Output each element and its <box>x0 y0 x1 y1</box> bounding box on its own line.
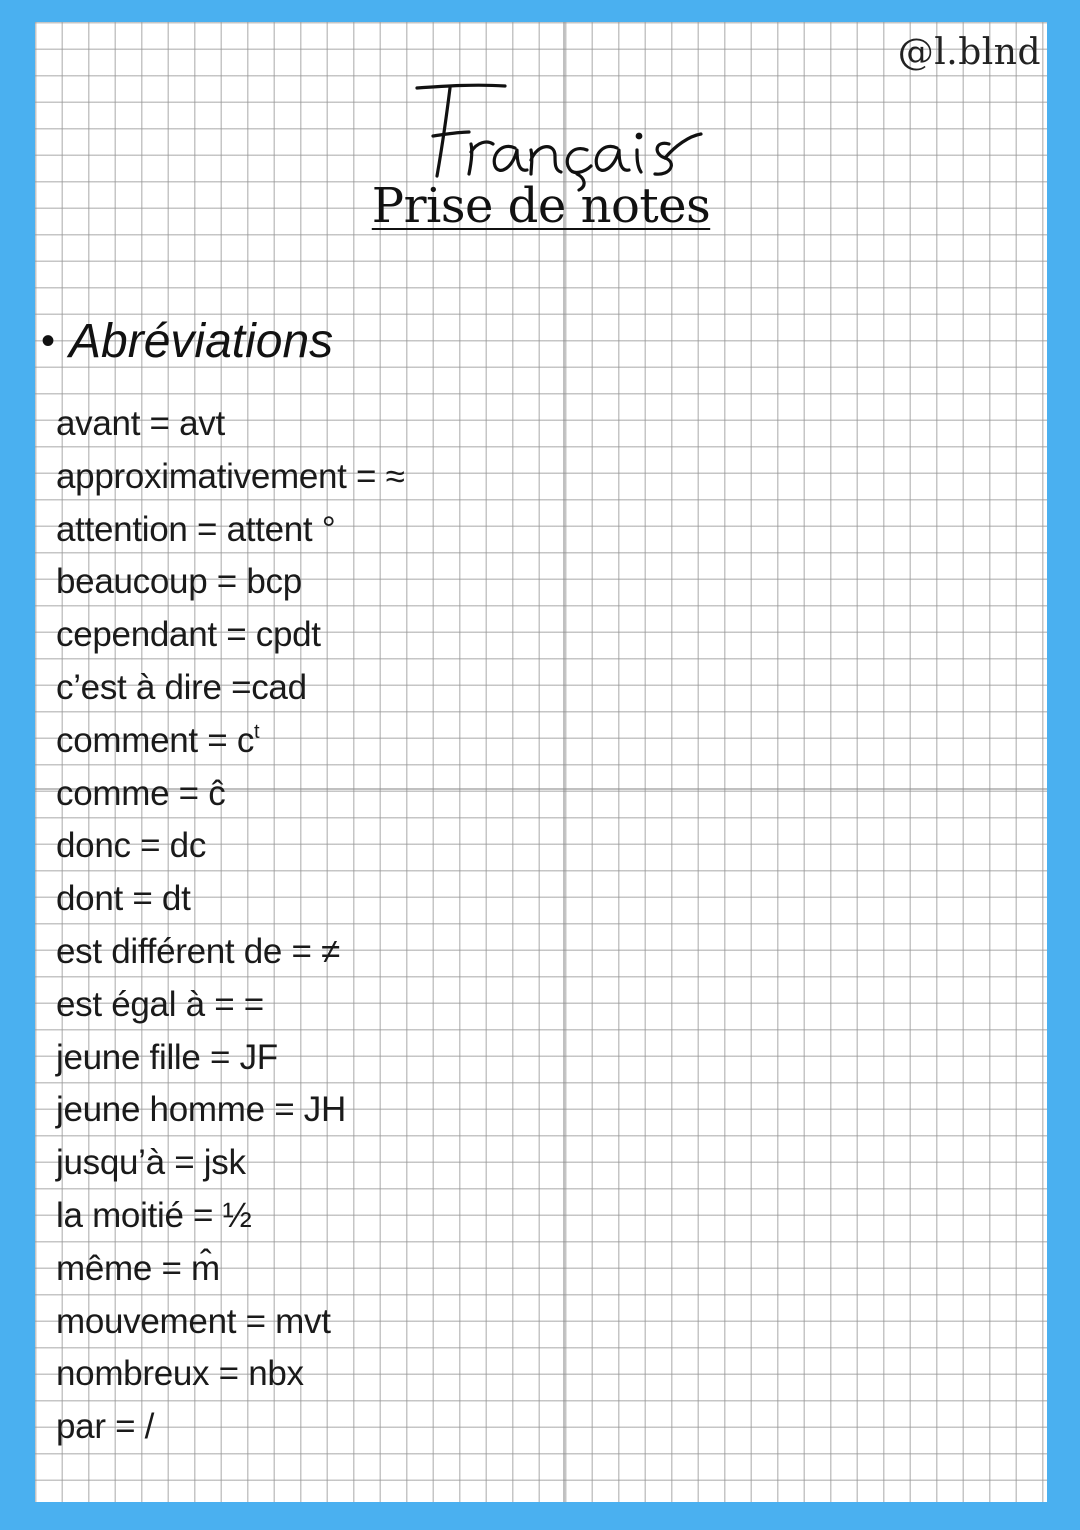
list-item: jeune homme = JH <box>56 1090 346 1130</box>
title-francais-handwritten <box>355 52 725 192</box>
list-item: la moitié = ½ <box>56 1195 252 1235</box>
author-handle: @l.blnd <box>897 32 1041 73</box>
list-item: donc = dc <box>56 826 207 866</box>
list-item: comment = $c^t$ <box>56 720 260 760</box>
list-item: jeune fille = JF <box>56 1037 278 1077</box>
list-item: cependant = cpdt <box>56 615 321 655</box>
page-subtitle: Prise de notes <box>371 178 711 234</box>
list-item: attention = attent ° <box>56 509 336 549</box>
list-item: mouvement = mvt <box>56 1301 331 1341</box>
list-item: même = m̂ <box>56 1248 220 1288</box>
section-heading-text: Abréviations <box>69 315 334 368</box>
list-item: approximativement = ≈ <box>56 456 405 496</box>
list-item: avant = avt <box>56 404 225 443</box>
abbreviation-list <box>56 398 405 1454</box>
grid-divider-vertical <box>563 22 565 1502</box>
section-heading-abbreviations <box>41 314 333 369</box>
list-item: comme = ĉ <box>56 773 226 813</box>
superscript: t <box>254 720 260 743</box>
list-item: nombreux = nbx <box>56 1354 304 1394</box>
list-item: par = / <box>56 1407 155 1447</box>
list-item: c’est à dire =cad <box>56 667 307 707</box>
list-item: beaucoup = bcp <box>56 562 302 602</box>
list-item: jusqu’à = jsk <box>56 1143 246 1183</box>
list-item: est égal à = = <box>56 984 264 1024</box>
grid-paper-sheet <box>35 22 1047 1502</box>
list-item: dont = dt <box>56 879 191 919</box>
list-item: est différent de = ≠ <box>56 931 340 971</box>
bullet-point: • <box>41 319 56 363</box>
